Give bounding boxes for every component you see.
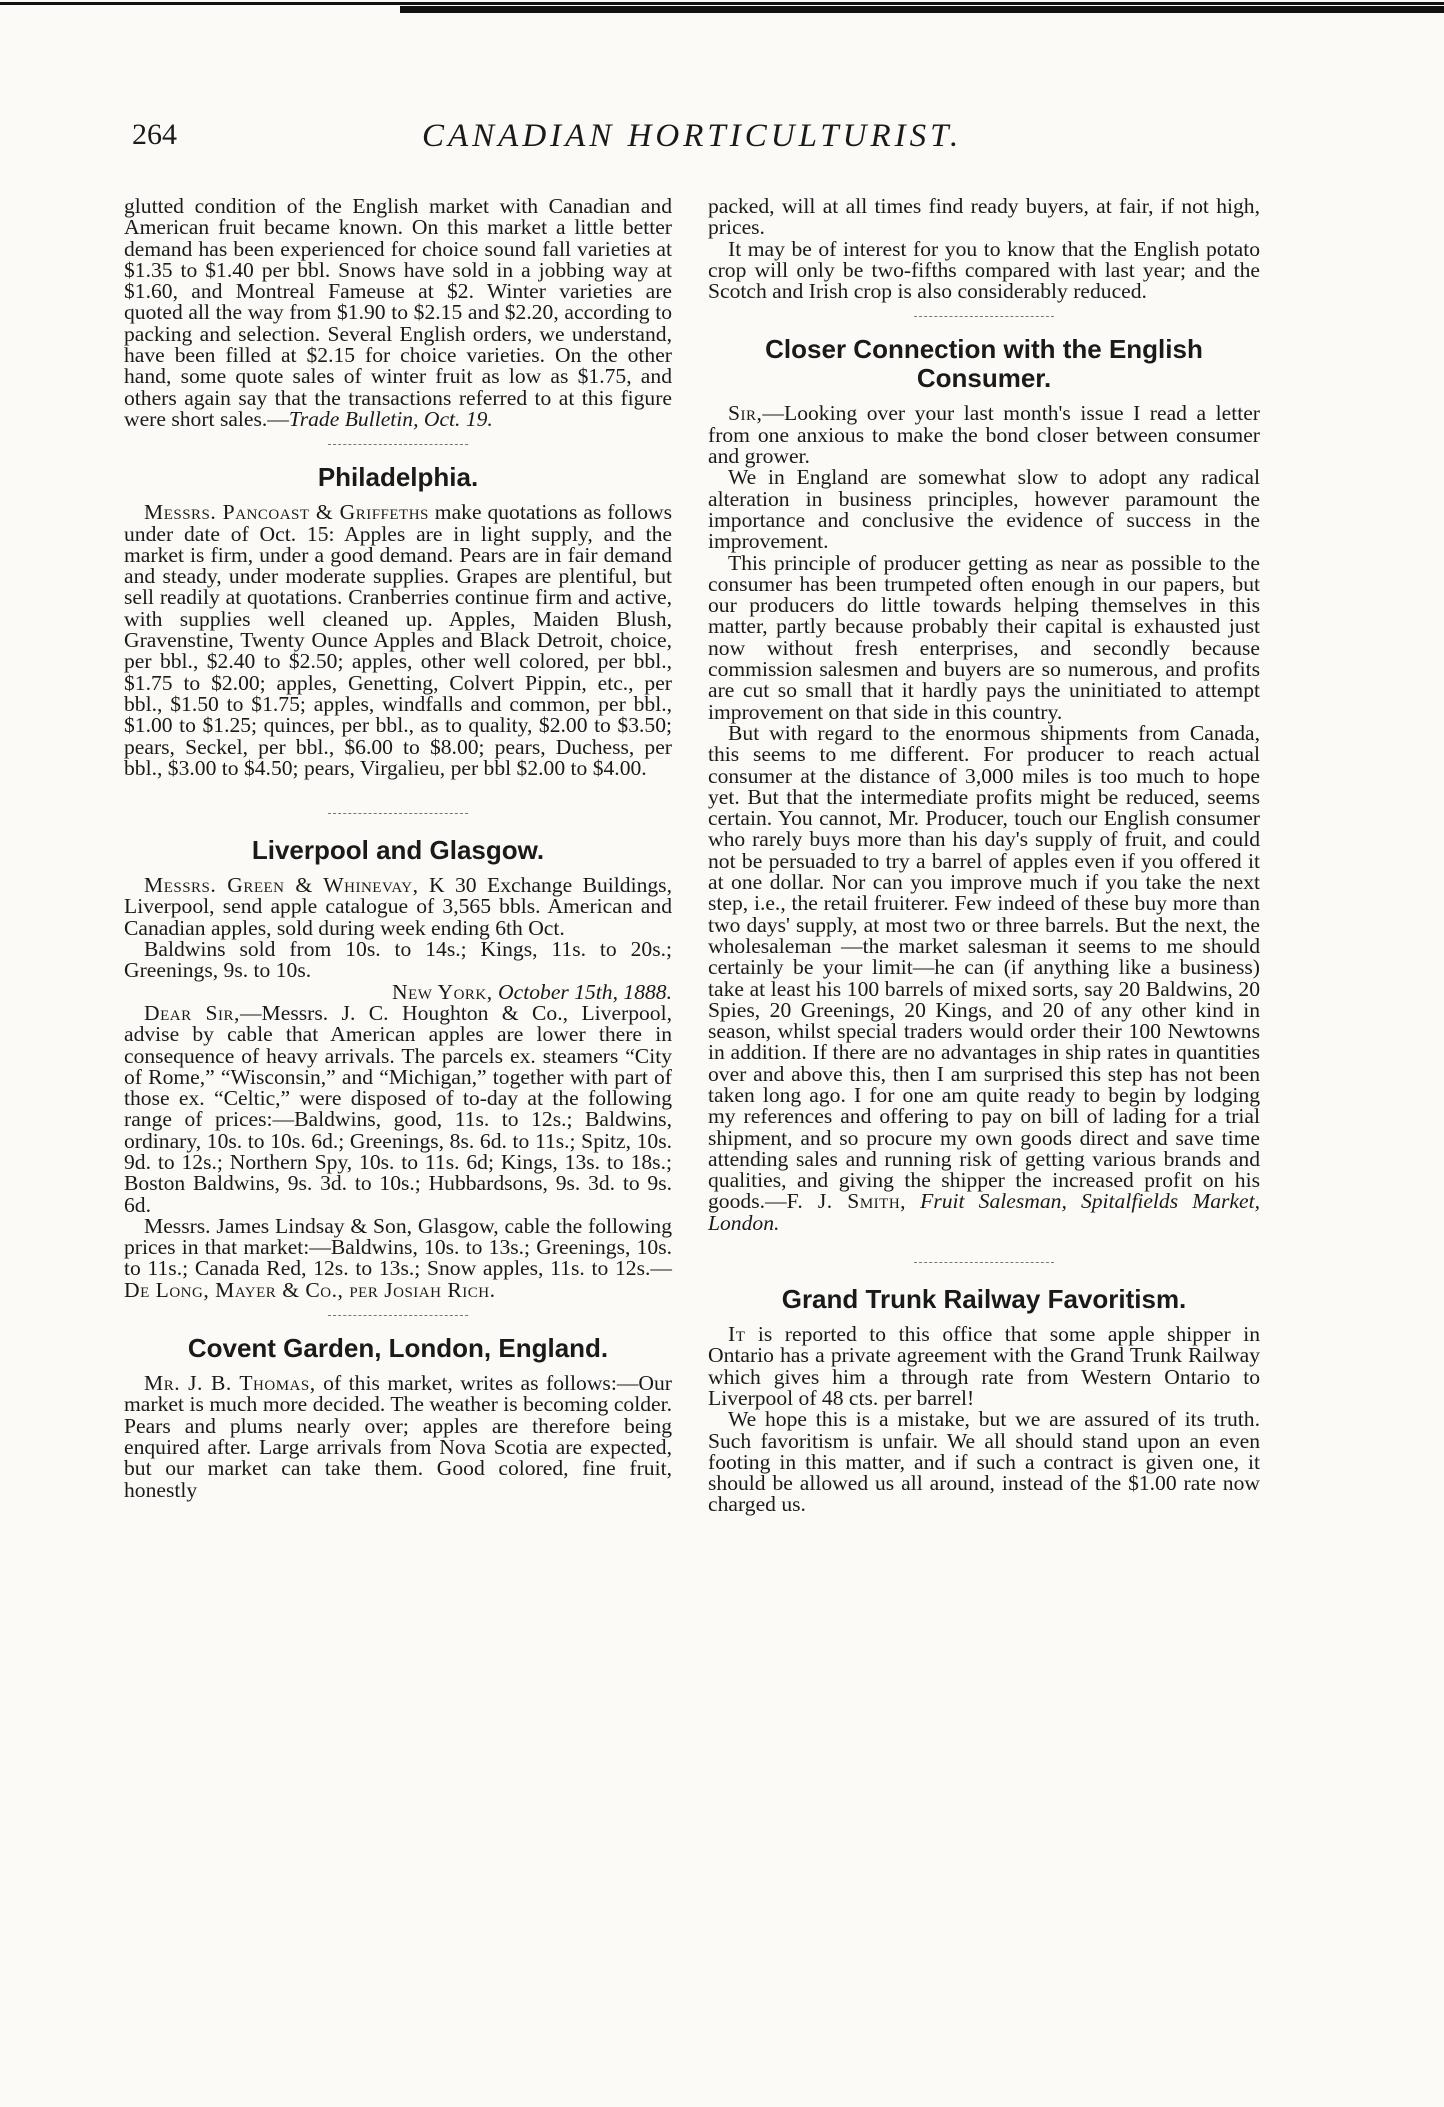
dateline-place: New York, <box>391 979 493 1004</box>
section-separator <box>914 316 1054 317</box>
left-column <box>124 196 672 1501</box>
philadelphia-text: make quotations as follows under date of Oct. 15: Apples are in light supply, and the market is firm, under a good demand. Pears are in fair demand and steady, under moderate supplies. Grapes are plentiful, but sell readily at quotations. Cranberries continue firm and active, with supplies well cleaned up. Apples, Maiden Blush, Gravenstine, Twenty Ounce Apples and Black Detroit, choice, per bbl., $2.40 to $2.50; apples, other well colored, per bbl., $1.75 to $2.00; apples, Genetting, Colvert Pippin, etc., per bbl., $1.50 to $1.75; apples, windfalls and common, per bbl., $1.00 to $1.25; quinces, per bbl., as to quality, $2.00 to $3.50; pears, Seckel, per bbl., $6.00 to $8.00; pears, Duchess, per bbl., $3.00 to $4.50; pears, Virgalieu, per bbl $2.00 to $4.00. <box>124 500 672 780</box>
closer-paragraph-1 <box>708 403 1260 467</box>
grand-trunk-lead: It <box>728 1322 746 1347</box>
liverpool-salutation: Dear Sir, <box>144 1000 240 1025</box>
market-intro-text: glutted condition of the English market with Canadian and American fruit became known. On this market a little better demand has been experienced for choice sound fall varieties at $1.35 to $1.40 per bbl. Snows have sold in a jobbing way at $1.60, and Montreal Fameuse at $2. Winter varieties are quoted all the way from $1.90 to $2.15 and $2.20, according to packing and selection. Several English orders, we understand, have been filled at $2.15 for choice varieties. On the other hand, some quote sales of winter fruit as low as $1.75, and others again say that the transactions referred to at this figure were short sales.— <box>124 194 672 431</box>
top-rule-thin <box>0 2 1444 5</box>
liverpool-signature: De Long, Mayer & Co., per Josiah Rich. <box>124 1277 496 1302</box>
closer-connection-heading: Closer Connection with the English Consumer. <box>765 334 1203 394</box>
right-column <box>708 196 1260 1516</box>
section-separator <box>328 444 468 445</box>
closer-signature-detail: Fruit Salesman, Spitalfields Market, London. <box>708 1189 1260 1235</box>
closer-lead: Sir, <box>728 401 763 426</box>
top-rule-thick <box>400 6 1444 13</box>
potato-paragraph: It may be of interest for you to know that the English potato crop will only be two-fifths compared with last year; and the Scotch and Irish crop is also considerably reduced. <box>708 236 1260 304</box>
grand-trunk-paragraph-1 <box>708 1324 1260 1409</box>
section-separator <box>328 813 468 814</box>
market-intro-source: Trade Bulletin, Oct. 19. <box>288 406 493 431</box>
liverpool-lead: Messrs. Green & Whinevay, <box>144 873 419 898</box>
continued-paragraph: packed, will at all times find ready buyers, at fair, if not high, prices. <box>708 194 1260 240</box>
closer-paragraph-3: This principle of producer getting as near as possible to the consumer has been trumpeted often enough in our papers, but our producers do little towards helping themselves in this matter, partly because probably their capital is exhausted just now without fresh enterprises, and secondly because commission salesmen and buyers are so numerous, and profits are cut so small that it hardly pays the uninitiated to attempt improvement on that side in this country. <box>708 550 1260 724</box>
covent-garden-lead: Mr. J. B. Thomas, <box>144 1371 316 1396</box>
section-separator <box>914 1262 1054 1263</box>
liverpool-paragraph-2: Baldwins sold from 10s. to 14s.; Kings, 11s. to 20s.; Greenings, 9s. to 10s. <box>124 937 672 983</box>
market-intro-paragraph <box>124 196 672 430</box>
philadelphia-heading: Philadelphia. <box>317 462 479 493</box>
covent-garden-text: of this market, writes as follows:—Our market is much more decided. The weather is becoming colder. Pears and plums nearly over; apples are therefore being enquired after. Large arrivals from Nova Scotia are expected, but our market can take them. Good colored, fine fruit, honestly <box>124 1371 672 1502</box>
closer-text-4: But with regard to the enormous shipments from Canada, this seems to me different. For producer to reach actual consumer at the distance of 3,000 miles is too much to hope yet. But that the intermediate profits might be reduced, seems certain. You cannot, Mr. Producer, touch our English consumer who rarely buys more than his day's supply of fruit, and could not be persuaded to try a barrel of apples even if you offered it at one dollar. Nor can you improve much if you take the next step, i.e., the retail fruiterer. Few indeed of these buy more than two days' supply, at most two or three barrels. But the next, the wholesaleman —the market salesman it seems to me should certainly be your limit—he can (if anything like a business) take at least his 100 barrels of mixed sorts, say 20 Baldwins, 20 Spies, 20 Greenings, 20 Kings, and 20 of any other kind in season, whilst special traders would order their 100 Newtowns in addition. If there are no advantages in ship rates in quantities over and above this, then I am surprised this step has not been taken long ago. I for one am quite ready to begin by lodging my references and offering to pay on bill of lading for a trial shipment, and so procure my own goods direct and save time attending sales and running risk of getting various brands and qualities, and giving the shipper the increased profit on his goods.— <box>708 720 1260 1214</box>
philadelphia-lead: Messrs. Pancoast & Griffeths <box>144 500 429 525</box>
closer-paragraph-2: We in England are somewhat slow to adopt any radical alteration in business principles, however paramount the importance and conclusive the evidence of success in the improvement. <box>708 465 1260 554</box>
liverpool-paragraph-4 <box>124 1213 672 1302</box>
closer-text-1: —Looking over your last month's issue I read a letter from one anxious to make the bond closer between consumer and grower. <box>708 401 1260 469</box>
liverpool-paragraph-1 <box>124 875 672 939</box>
liverpool-text-4: Messrs. James Lindsay & Son, Glasgow, cable the following prices in that market:—Baldwins, 10s. to 13s.; Greenings, 10s. to 11s.; Canada Red, 12s. to 13s.; Snow apples, 11s. to 12s.— <box>124 1213 672 1281</box>
closer-paragraph-4 <box>708 720 1260 1235</box>
journal-title: CANADIAN HORTICULTURIST. <box>422 118 963 154</box>
grand-trunk-heading: Grand Trunk Railway Favoritism. <box>781 1284 1187 1315</box>
liverpool-text-1: K 30 Exchange Buildings, Liverpool, send apple catalogue of 3,565 bbls. American and Canadian apples, sold during week ending 6th Oct. <box>124 873 672 940</box>
grand-trunk-text-1: is reported to this office that some apple shipper in Ontario has a private agreement with the Grand Trunk Railway which gives him a through rate from Western Ontario to Liverpool of 48 cts. per barrel! <box>708 1322 1260 1410</box>
top-rule <box>0 0 1444 14</box>
section-separator <box>328 1315 468 1316</box>
liverpool-heading: Liverpool and Glasgow. <box>251 835 545 866</box>
closer-signature-name: F. J. Smith, <box>786 1189 907 1214</box>
liverpool-dateline <box>124 979 672 1004</box>
liverpool-text-3: —Messrs. J. C. Houghton & Co., Liverpool, advise by cable that American apples are lower there in consequence of heavy arrivals. The parcels ex. steamers “City of Rome,” “Wisconsin,” and “Michigan,” together with part of those ex. “Celtic,” were disposed of to-day at the following range of prices:—Baldwins, good, 11s. to 12s.; Baldwins, ordinary, 10s. to 10s. 6d.; Greenings, 8s. 6d. to 11s.; Spitz, 10s. 9d. to 12s.; Northern Spy, 10s. to 11s. 6d; Kings, 13s. to 18s.; Boston Baldwins, 9s. 3d. to 10s.; Hubbardsons, 9s. 3d. to 9s. 6d. <box>124 1000 673 1217</box>
covent-garden-heading: Covent Garden, London, England. <box>187 1333 609 1364</box>
grand-trunk-paragraph-2: We hope this is a mistake, but we are assured of its truth. Such favoritism is unfair. We all should stand upon an even footing in this matter, and if such a contract is given one, it should be allowed us all around, instead of the $1.00 rate now charged us. <box>708 1407 1260 1517</box>
page-header <box>132 118 1282 158</box>
philadelphia-paragraph <box>124 502 672 779</box>
dateline-date: October 15th, 1888. <box>492 979 672 1004</box>
page-number: 264 <box>132 118 177 151</box>
covent-garden-paragraph <box>124 1373 672 1501</box>
liverpool-paragraph-3 <box>124 1000 673 1217</box>
